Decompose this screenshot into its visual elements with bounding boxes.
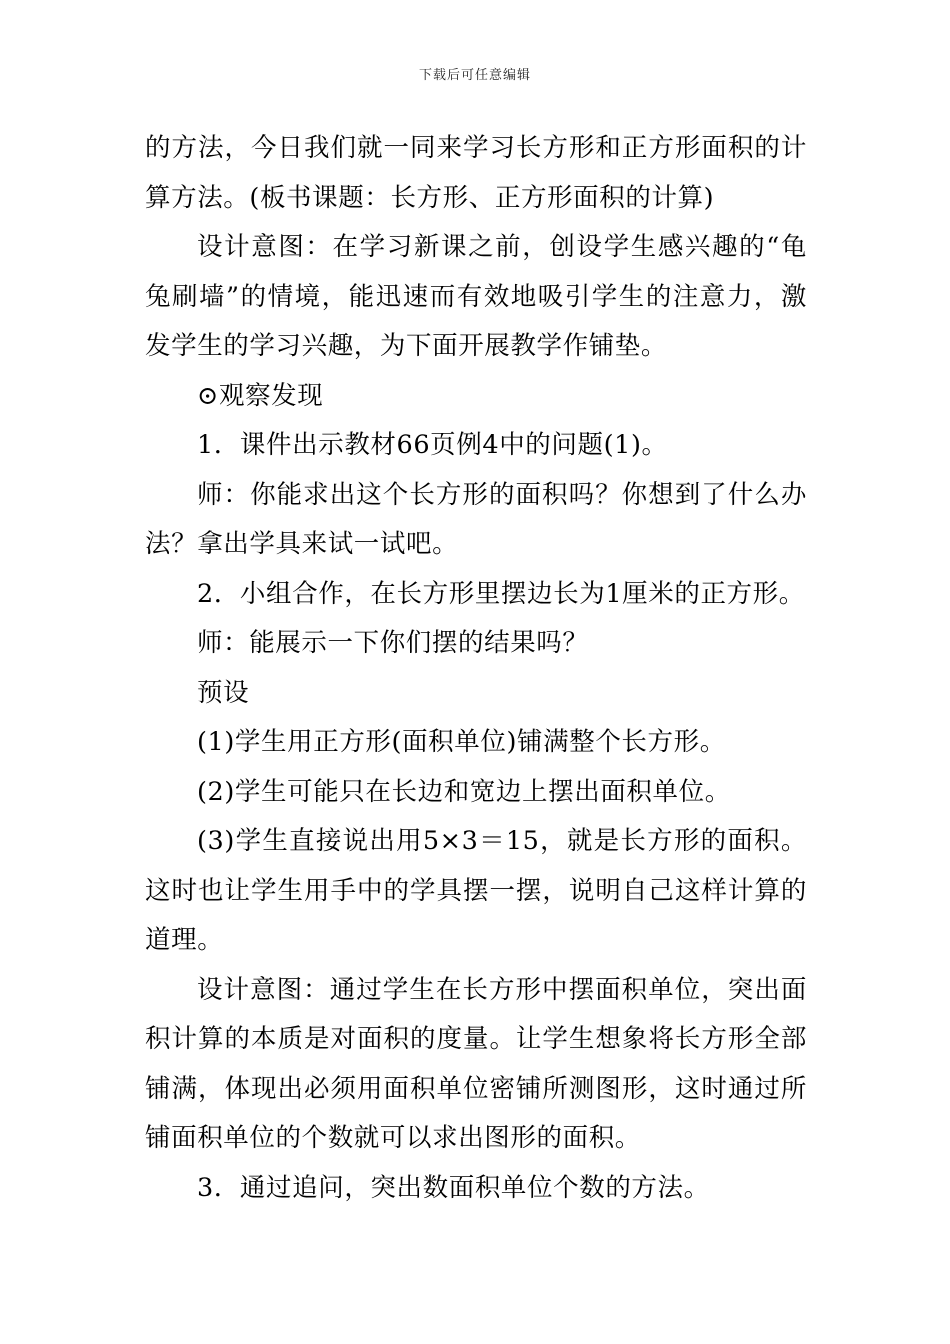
paragraph-preset-3: (3)学生直接说出用5×3＝15，就是长方形的面积。这时也让学生用手中的学具摆一摆，说明自己这样计算的道理。: [145, 826, 807, 955]
paragraph-preset-1: (1)学生用正方形(面积单位)铺满整个长方形。: [197, 727, 726, 757]
paragraph-design-intent-1: 设计意图：在学习新课之前，创设学生感兴趣的“龟兔刷墙”的情境，能迅速而有效地吸引学生的注意力，激发学生的学习兴趣，为下面开展教学作铺垫。: [145, 232, 807, 361]
document-body: [145, 124, 807, 1213]
section-heading-observe: ⊙观察发现: [197, 380, 324, 411]
paragraph-step-3: 3．通过追问，突出数面积单位个数的方法。: [197, 1172, 710, 1203]
paragraph-step-1: 1．课件出示教材66页例4中的问题(1)。: [197, 430, 668, 460]
paragraph-teacher-question-1: 师：你能求出这个长方形的面积吗？你想到了什么办法？拿出学具来试一试吧。: [145, 479, 807, 559]
paragraph-preset-2: (2)学生可能只在长边和宽边上摆出面积单位。: [197, 776, 731, 807]
paragraph-teacher-question-2: 师：能展示一下你们摆的结果吗？: [197, 628, 589, 658]
paragraph-intro-continuation: 的方法，今日我们就一同来学习长方形和正方形面积的计算方法。(板书课题：长方形、正方形面积的计算): [145, 133, 807, 213]
paragraph-design-intent-2: 设计意图：通过学生在长方形中摆面积单位，突出面积计算的本质是对面积的度量。让学生想象将长方形全部铺满，体现出必须用面积单位密铺所测图形，这时通过所铺面积单位的个数就可以求出图形的面积。: [145, 974, 807, 1153]
page-header: 下载后可任意编辑: [418, 68, 531, 83]
paragraph-step-2: 2．小组合作，在长方形里摆边长为1厘米的正方形。: [197, 578, 805, 609]
paragraph-preset-label: 预设: [197, 677, 250, 708]
